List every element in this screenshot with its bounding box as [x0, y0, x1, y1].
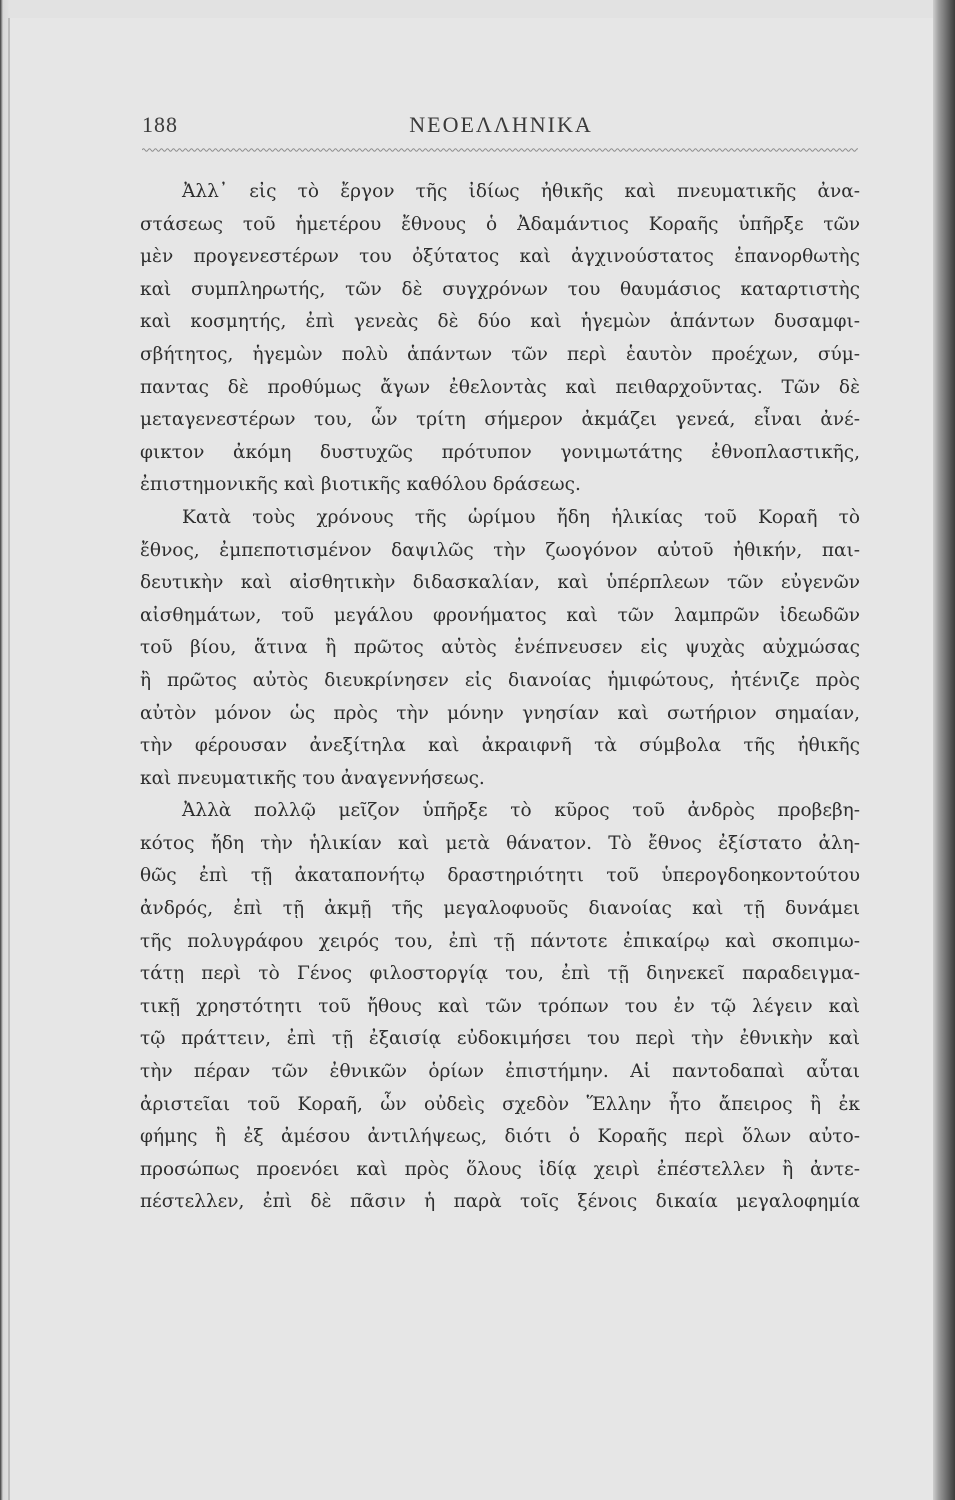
text-line: μεταγενεστέρων του, ὧν τρίτη σήμερον ἀκμάζει γενεά, εἶναι ἀνέ- — [140, 409, 860, 431]
text-line: τικῇ χρηστότητι τοῦ ἤθους καὶ τῶν τρόπων του ἐν τῷ λέγειν καὶ — [140, 995, 860, 1017]
text-line: ἐπιστημονικῆς καὶ βιοτικῆς καθόλου δράσεως. — [140, 474, 581, 496]
text-line: φικτον ἀκόμη δυστυχῶς πρότυπον γονιμωτάτης ἐθνοπλαστικῆς, — [140, 441, 860, 463]
text-line: φήμης ἢ ἐξ ἀμέσου ἀντιλήψεως, διότι ὁ Κοραῆς περὶ ὅλων αὐτο- — [140, 1126, 860, 1148]
text-line: τάτῃ περὶ τὸ Γένος φιλοστοργίᾳ του, ἐπὶ τῇ διηνεκεῖ παραδειγμα- — [140, 963, 860, 985]
text-line: τοῦ βίου, ἅτινα ἢ πρῶτος αὐτὸς ἐνέπνευσεν εἰς ψυχὰς αὐχμώσας — [140, 637, 860, 659]
body-text — [140, 176, 860, 1219]
page-number: 188 — [142, 112, 178, 137]
text-line: τὴν πέραν τῶν ἐθνικῶν ὁρίων ἐπιστήμην. Αἱ παντοδαπαὶ αὗται — [140, 1061, 860, 1083]
text-line: παντας δὲ προθύμως ἄγων ἐθελοντὰς καὶ πειθαρχοῦντας. Τῶν δὲ — [140, 376, 860, 398]
header-wavy-rule — [142, 147, 858, 153]
text-line: ἢ πρῶτος αὐτὸς διευκρίνησεν εἰς διανοίας ἡμιφώτους, ἠτένιζε πρὸς — [140, 669, 860, 691]
text-line: σβήτητος, ἡγεμὼν πολὺ ἁπάντων τῶν περὶ ἑαυτὸν προέχων, σύμ- — [140, 343, 860, 365]
text-line: τῷ πράττειν, ἐπὶ τῇ ἐξαισίᾳ εὐδοκιμήσει του περὶ τὴν ἐθνικὴν καὶ — [140, 1028, 860, 1050]
text-line: ἀνδρός, ἐπὶ τῇ ἀκμῇ τῆς μεγαλοφυοῦς διανοίας καὶ τῇ δυνάμει — [140, 898, 860, 920]
text-line: καὶ συμπληρωτής, τῶν δὲ συγχρόνων του θαυμάσιος καταρτιστὴς — [140, 278, 860, 300]
text-line: κότος ἤδη τὴν ἡλικίαν καὶ μετὰ θάνατον. Τὸ ἔθνος ἐξίστατο ἀλη- — [140, 832, 860, 854]
text-line: δευτικὴν καὶ αἰσθητικὴν διδασκαλίαν, καὶ ὑπέρπλεων τῶν εὐγενῶν — [140, 572, 860, 594]
text-line: Κατὰ τοὺς χρόνους τῆς ὡρίμου ἤδη ἡλικίας τοῦ Κοραῆ τὸ — [182, 506, 860, 528]
text-line: καὶ κοσμητής, ἐπὶ γενεὰς δὲ δύο καὶ ἡγεμὼν ἁπάντων δυσαμφι- — [140, 311, 860, 333]
page-gutter-shadow — [933, 0, 955, 1500]
text-line: Ἀλλ᾽ εἰς τὸ ἔργον τῆς ἰδίως ἠθικῆς καὶ πνευματικῆς ἀνα- — [182, 181, 860, 202]
text-line: μὲν προγενεστέρων του ὀξύτατος καὶ ἀγχινούστατος ἐπανορθωτὴς — [140, 246, 860, 268]
text-line: προσώπως προενόει καὶ πρὸς ὅλους ἰδίᾳ χειρὶ ἐπέστελλεν ἢ ἀντε- — [140, 1158, 860, 1180]
text-line: αὐτὸν μόνον ὡς πρὸς τὴν μόνην γνησίαν καὶ σωτήριον σημαίαν, — [140, 702, 860, 724]
text-line: ἀριστεῖαι τοῦ Κοραῆ, ὧν οὐδεὶς σχεδὸν Ἕλλην ἦτο ἄπειρος ἢ ἐκ — [140, 1093, 860, 1115]
text-line: αἰσθημάτων, τοῦ μεγάλου φρονήματος καὶ τῶν λαμπρῶν ἰδεωδῶν — [140, 604, 860, 626]
paragraph-2 — [140, 502, 860, 795]
paragraph-3 — [140, 795, 860, 1219]
page-header — [142, 112, 860, 152]
paragraph-1 — [140, 176, 860, 502]
text-line: Ἀλλὰ πολλῷ μεῖζον ὑπῆρξε τὸ κῦρος τοῦ ἀνδρὸς προβεβη- — [182, 800, 860, 822]
text-line: τὴν φέρουσαν ἀνεξίτηλα καὶ ἀκραιφνῆ τὰ σύμβολα τῆς ἠθικῆς — [140, 735, 860, 757]
text-line: πέστελλεν, ἐπὶ δὲ πᾶσιν ἡ παρὰ τοῖς ξένοις δικαία μεγαλοφημία — [140, 1191, 860, 1213]
text-line: ἔθνος, ἐμπεποτισμένον δαψιλῶς τὴν ζωογόνον αὐτοῦ ἠθικήν, παι- — [140, 539, 860, 561]
text-line: θῶς ἐπὶ τῇ ἀκαταπονήτῳ δραστηριότητι τοῦ ὑπερογδοηκοντούτου — [140, 865, 860, 887]
running-title: ΝΕΟΕΛΛΗΝΙΚΑ — [409, 112, 593, 137]
text-line: τῆς πολυγράφου χειρός του, ἐπὶ τῇ πάντοτε ἐπικαίρῳ καὶ σκοπιμω- — [140, 930, 860, 952]
text-line: καὶ πνευματικῆς του ἀναγεννήσεως. — [140, 767, 485, 789]
text-line: στάσεως τοῦ ἡμετέρου ἔθνους ὁ Ἀδαμάντιος Κοραῆς ὑπῆρξε τῶν — [140, 213, 860, 235]
